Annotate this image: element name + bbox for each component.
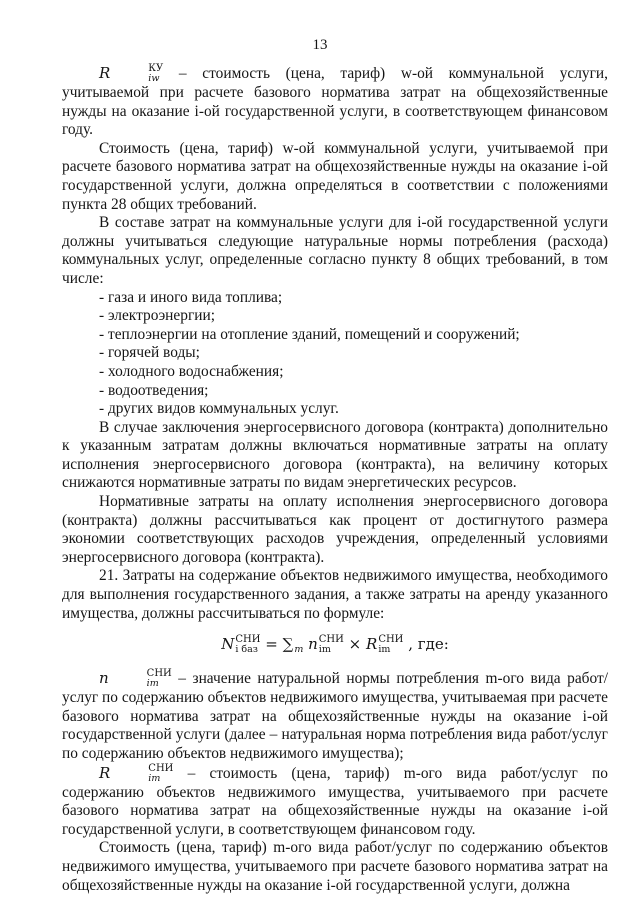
paragraph-energy-contract: В случае заключения энергосервисного договора (контракта) дополнительно к указанным затратам должны включаться нормативные затраты на оплату исполнения энергосервисного договора (контракта), на величину которых снижаются нормативные затраты по видам энергетических ресурсов. [62, 418, 608, 492]
definition-r-sni-text: – стоимость (цена, тариф) m-ого вида работ/услуг по содержанию объектов недвижимого имущества, учитываемого при расчете базового норматива затрат на общехозяйственные нужды на оказание i-ой государственной услуги, в соответствующем финансовом году. [62, 764, 608, 838]
page-number: 13 [312, 37, 328, 53]
symbol-r-sni: R СНИ im [99, 762, 174, 784]
definition-r-ku-text: – стоимость (цена, тариф) w-ой коммунальной услуги, учитываемой при расчете базового норматива затрат на общехозяйственные нужды на оказание i-ой государственной услуги, в соответствующем финансовом году. [62, 65, 608, 139]
page-body [62, 64, 608, 895]
definition-n-sni [62, 669, 608, 763]
list-item: - водоотведения; [99, 381, 209, 399]
list-item: - горячей воды; [99, 344, 200, 362]
list-item: - электроэнергии; [99, 307, 216, 325]
paragraph-energy-contract-costs: Нормативные затраты на оплату исполнения энергосервисного договора (контракта) должны рассчитываться как процент от достигнутого размера экономии соответствующих расходов учреждения, определенный условиями энергосервисного договора (контракта). [62, 493, 608, 566]
definition-n-sni-text: – значение натуральной нормы потребления m-ого вида работ/услуг по содержанию объектов недвижимого имущества, учитываемая при расчете базового норматива затрат на общехозяйственные нужды на оказание i-ой государственной услуги (далее – натуральная норма потребления вида работ/услуг по содержанию объектов недвижимого имущества); [62, 670, 609, 762]
list-item: - холодного водоснабжения; [99, 362, 284, 380]
paragraph-clause-21: 21. Затраты на содержание объектов недвижимого имущества, необходимого для выполнения государственного задания, а также затраты на аренду указанного имущества, должны рассчитываться по формуле: [62, 567, 608, 622]
paragraph-utility-norms: В составе затрат на коммунальные услуги для i-ой государственной услуги должны учитываться следующие натуральные нормы потребления (расхода) коммунальных услуг, определенные согласно пункту 8 общих требований, в том числе: [62, 214, 608, 287]
list-item: - теплоэнергии на отопление зданий, помещений и сооружений; [99, 325, 520, 343]
symbol-n-sni: n СНИ im [99, 668, 172, 690]
list-item: - других видов коммунальных услуг. [99, 400, 339, 418]
paragraph-cost-ku: Стоимость (цена, тариф) w-ой коммунальной услуги, учитываемой при расчете базового норматива затрат на общехозяйственные нужды на оказание i-ой государственной услуги, должна определяться в соответствии с положениями пункта 28 общих требований. [62, 139, 608, 213]
definition-r-sni [62, 764, 608, 840]
formula-property-maintenance: N СНИ i баз = ∑ m n СНИ im × R СНИ im , где: [221, 634, 449, 656]
paragraph-cost-sni: Стоимость (цена, тариф) m-ого вида работ/услуг по содержанию объектов недвижимого имущества, учитываемого при расчете базового норматива затрат на общехозяйственные нужды на оказание i-ой государственной услуги, должна [62, 839, 608, 894]
definition-r-ku [62, 64, 608, 140]
list-item: - газа и иного вида топлива; [99, 288, 283, 306]
symbol-r-ku: R КУ iw [99, 63, 164, 84]
